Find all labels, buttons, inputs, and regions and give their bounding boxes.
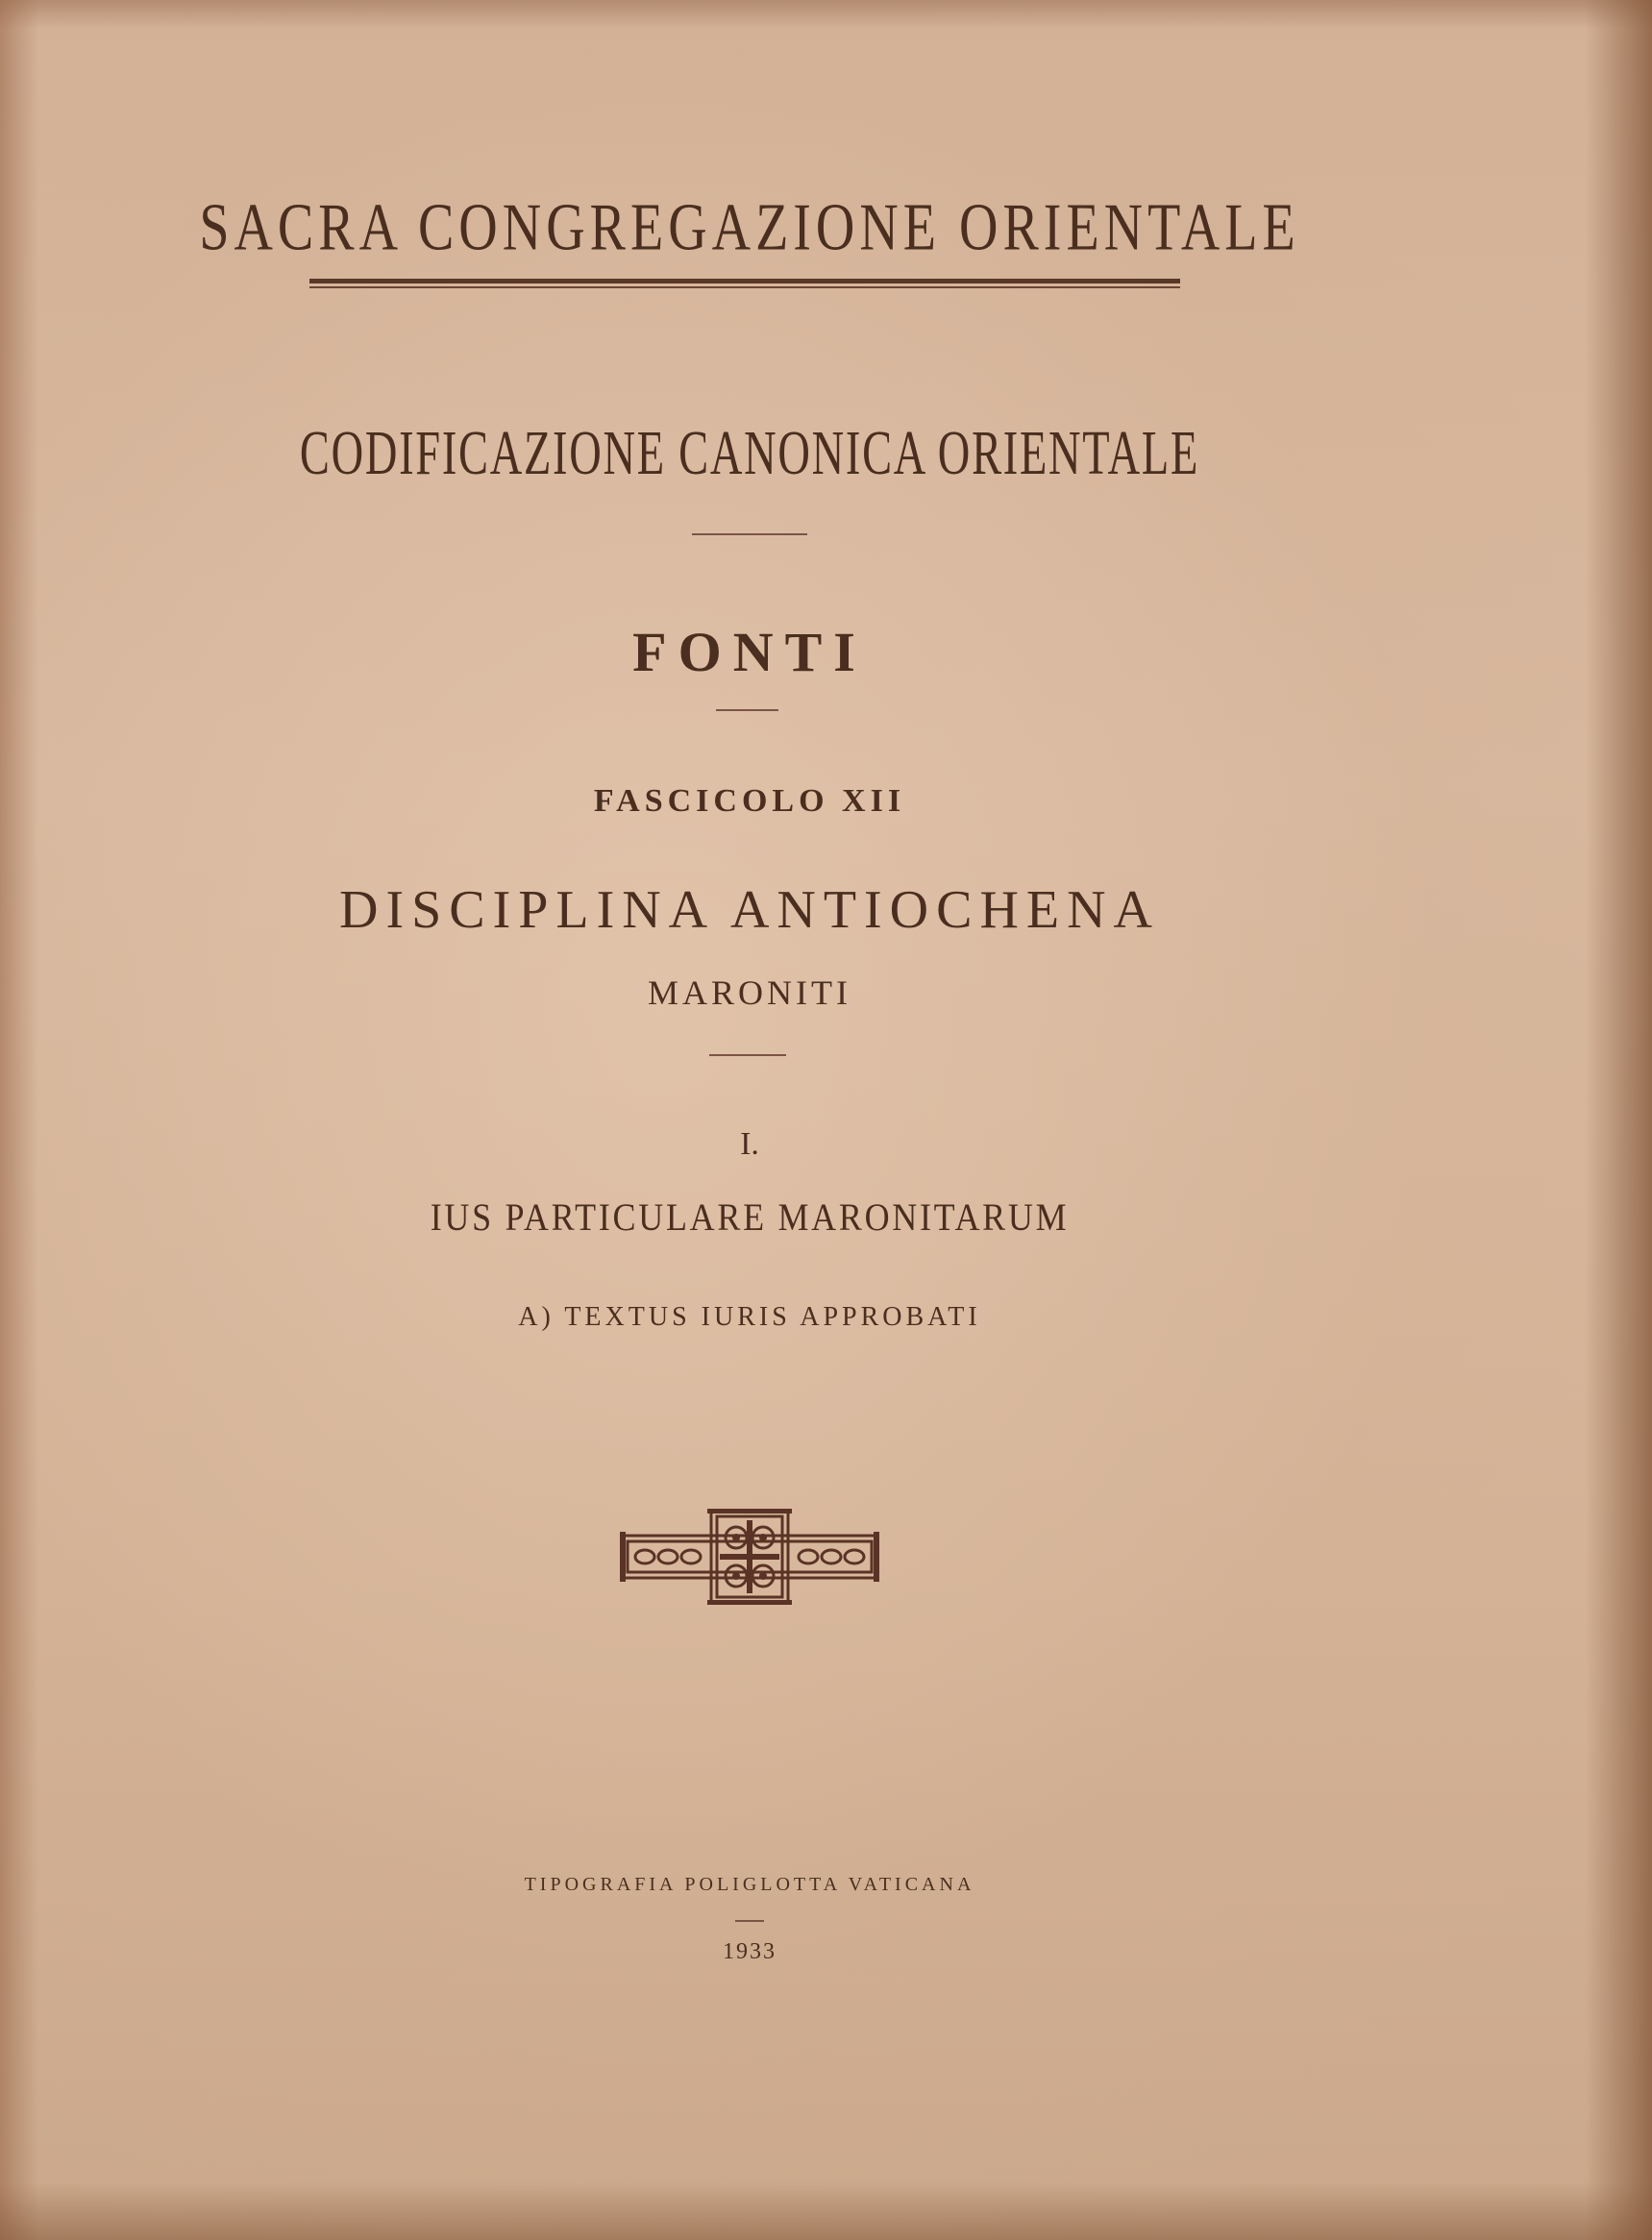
subpart-title: A) TEXTUS IURIS APPROBATI (518, 1302, 981, 1332)
section-title: FONTI (632, 621, 867, 683)
part-title: IUS PARTICULARE MARONITARUM (430, 1195, 1070, 1239)
divider-rule (692, 533, 807, 535)
paper-edge-top (0, 0, 1652, 29)
divider-rule (735, 1920, 764, 1922)
header-rule-thick (309, 279, 1180, 283)
printer-imprint: TIPOGRAFIA POLIGLOTTA VATICANA (524, 1874, 975, 1895)
series-title: CODIFICAZIONE CANONICA ORIENTALE (299, 417, 1200, 488)
paper-edge-left (0, 0, 38, 2240)
publication-year: 1933 (723, 1939, 777, 1964)
fascicle-number: FASCICOLO XII (593, 783, 906, 819)
header-rule-thin (309, 286, 1180, 288)
part-numeral: I. (740, 1126, 759, 1162)
divider-rule (716, 709, 778, 711)
publisher-header: SACRA CONGREGAZIONE ORIENTALE (199, 190, 1300, 265)
paper-edge-bottom (0, 2182, 1652, 2240)
paper-edge-right (1585, 0, 1652, 2240)
printer-ornament-icon (620, 1509, 879, 1605)
rite-name: MARONITI (648, 973, 851, 1012)
work-title: DISCIPLINA ANTIOCHENA (339, 880, 1160, 940)
divider-rule (709, 1054, 786, 1056)
